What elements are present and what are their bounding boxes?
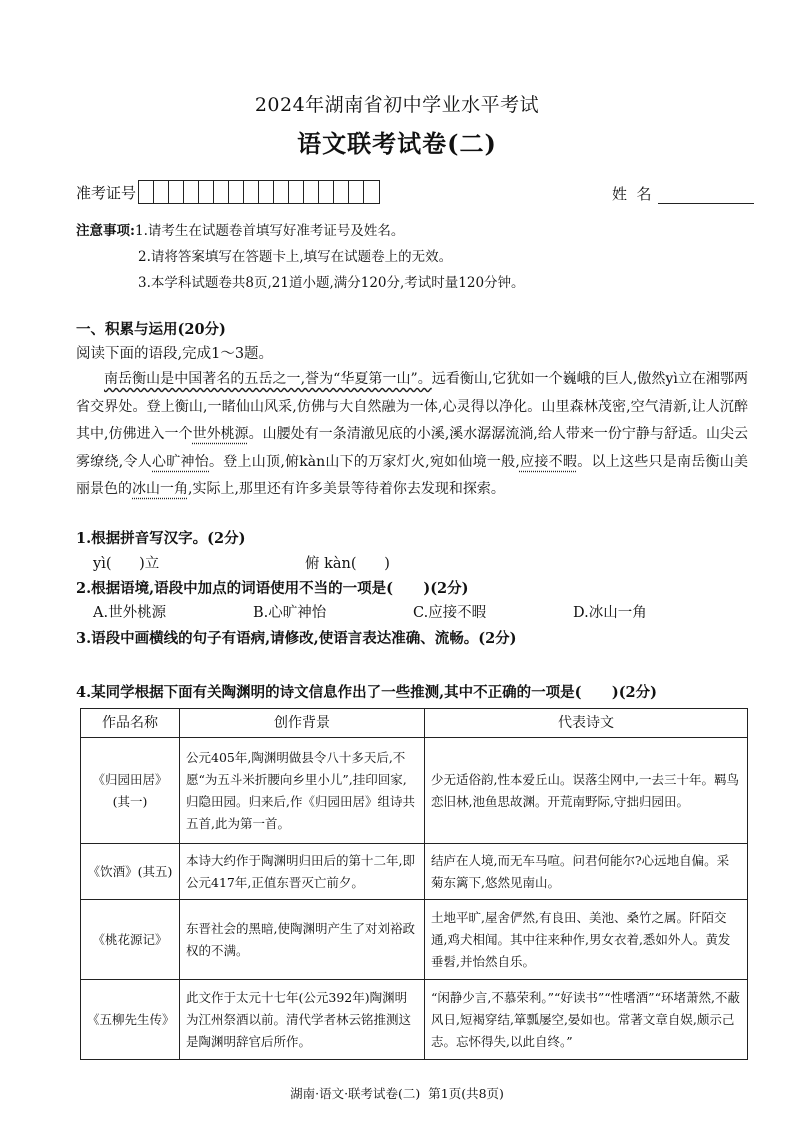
table-row — [81, 980, 748, 1060]
pinyin-blank-kan[interactable]: 俯 kàn( ) — [305, 556, 390, 572]
page-footer: 湖南·语文·联考试卷(二) 第1页(共8页) — [290, 1086, 504, 1101]
work-name: 《五柳先生传》 — [81, 980, 180, 1060]
work-name: 《饮酒》(其五) — [81, 844, 180, 900]
table-row — [81, 900, 748, 980]
table-header: 代表诗文 — [425, 709, 748, 738]
question-4 — [76, 681, 657, 702]
passage-text: ,实际上,那里还有许多美景等待着你去发现和探索。 — [188, 481, 505, 497]
work-name: 《桃花源记》 — [81, 900, 180, 980]
note-item: 2.请将答案填写在答题卡上,填写在试题卷上的无效。 — [138, 249, 453, 265]
work-poem: 少无适俗韵,性本爱丘山。误落尘网中,一去三十年。羁鸟恋旧林,池鱼思故渊。开荒南野际,守拙归园田。 — [425, 738, 748, 844]
pinyin-blank-yi[interactable]: yì( )立 — [93, 556, 160, 572]
option-a[interactable]: A.世外桃源 — [93, 605, 167, 621]
work-name: 《归园田居》(其一) — [81, 738, 180, 844]
work-background: 本诗大约作于陶渊明归田后的第十二年,即公元417年,正值东晋灭亡前夕。 — [180, 844, 425, 900]
question-4-text: 4.某同学根据下面有关陶渊明的诗文信息作出了一些推测,其中不正确的一项是( )(2分) — [76, 684, 658, 701]
works-table — [80, 708, 748, 1060]
option-d[interactable]: D.冰山一角 — [573, 605, 647, 621]
question-1-text: 1.根据拼音写汉字。(2分) — [76, 530, 246, 547]
candidate-id-row — [76, 180, 380, 204]
dotted-phrase-b: 心旷神怡 — [152, 453, 210, 470]
work-background: 此文作于太元十七年(公元392年)陶渊明为江州祭酒以前。清代学者林云铭推测这是陶渊明辞官后所作。 — [180, 980, 425, 1060]
section-title: 一、积累与运用(20分) — [76, 321, 226, 338]
exam-notes — [76, 218, 736, 296]
question-2-text: 2.根据语境,语段中加点的词语使用不当的一项是( )(2分) — [76, 580, 469, 597]
work-poem: “闲静少言,不慕荣利。”“好读书”“性嗜酒”“环堵萧然,不蔽风日,短褐穿结,箪瓢屡空,晏如也。常著文章自娱,颇示己志。忘怀得失,以此自终。” — [425, 980, 748, 1060]
table-row — [81, 738, 748, 844]
work-background: 东晋社会的黑暗,使陶渊明产生了对刘裕政权的不满。 — [180, 900, 425, 980]
table-header: 创作背景 — [180, 709, 425, 738]
paper-title: 语文联考试卷(二) — [297, 129, 497, 158]
exam-title: 2024年湖南省初中学业水平考试 — [254, 94, 540, 116]
question-2-options — [93, 601, 733, 622]
faulty-sentence: 南岳衡山是中国著名的五岳之一,誉为“华夏第一山”。 — [104, 371, 432, 387]
work-poem: 结庐在人境,而无车马喧。问君何能尔?心远地自偏。采菊东篱下,悠然见南山。 — [425, 844, 748, 900]
table-header-row — [81, 709, 748, 738]
dotted-phrase-c: 应接不暇 — [519, 453, 578, 470]
note-item: 1.请考生在试题卷首填写好准考证号及姓名。 — [134, 223, 405, 239]
table-header: 作品名称 — [81, 709, 180, 738]
work-poem: 土地平旷,屋舍俨然,有良田、美池、桑竹之属。阡陌交通,鸡犬相闻。其中往来种作,男女衣着,悉如外人。黄发垂髫,并怡然自乐。 — [425, 900, 748, 980]
candidate-name-field[interactable] — [658, 185, 754, 204]
note-item: 3.本学科试题卷共8页,21道小题,满分120分,考试时量120分钟。 — [138, 275, 525, 291]
option-c[interactable]: C.应接不暇 — [413, 605, 487, 621]
passage-text: 。以上这些只是南岳衡山美丽景色的 — [76, 453, 749, 497]
notes-head: 注意事项: — [76, 223, 135, 239]
question-1-blanks — [93, 552, 693, 573]
candidate-id-boxes[interactable] — [138, 180, 380, 204]
question-2 — [76, 577, 469, 598]
passage-text: 。登上山顶,俯kàn山下的万家灯火,宛如仙境一般, — [209, 453, 520, 470]
option-b[interactable]: B.心旷神怡 — [253, 605, 327, 621]
question-3-text: 3.语段中画横线的句子有语病,请修改,使语言表达准确、流畅。(2分) — [76, 630, 517, 647]
dotted-phrase-a: 世外桃源 — [192, 426, 249, 442]
candidate-name-label: 姓 名 — [612, 185, 652, 203]
section-instruction: 阅读下面的语段,完成1～3题。 — [76, 346, 274, 362]
passage-text: 。山腰处有一条清澈见底的小溪,溪水潺潺流淌,给人带来一份宁静与舒适。山尖云雾缭绕,令人 — [76, 426, 749, 470]
candidate-id-label: 准考证号 — [76, 183, 137, 202]
table-row — [81, 844, 748, 900]
dotted-phrase-d: 冰山一角 — [132, 481, 188, 497]
passage-text: 远看衡山,它犹如一个巍峨的巨人,傲然yì立在湘鄂两省交界处。登上衡山,一睹仙山风采,仿佛与大自然融为一体,心灵得以净化。山里森林茂密,空气清新,让人沉醉其中,仿佛进入一个 — [76, 371, 748, 442]
work-background: 公元405年,陶渊明做县令八十多天后,不愿“为五斗米折腰向乡里小儿”,挂印回家,归隐田园。归来后,作《归园田居》组诗共五首,此为第一首。 — [180, 738, 425, 844]
reading-passage — [76, 366, 748, 504]
question-3 — [76, 627, 517, 648]
candidate-name-row — [612, 183, 754, 204]
question-1 — [76, 527, 245, 548]
